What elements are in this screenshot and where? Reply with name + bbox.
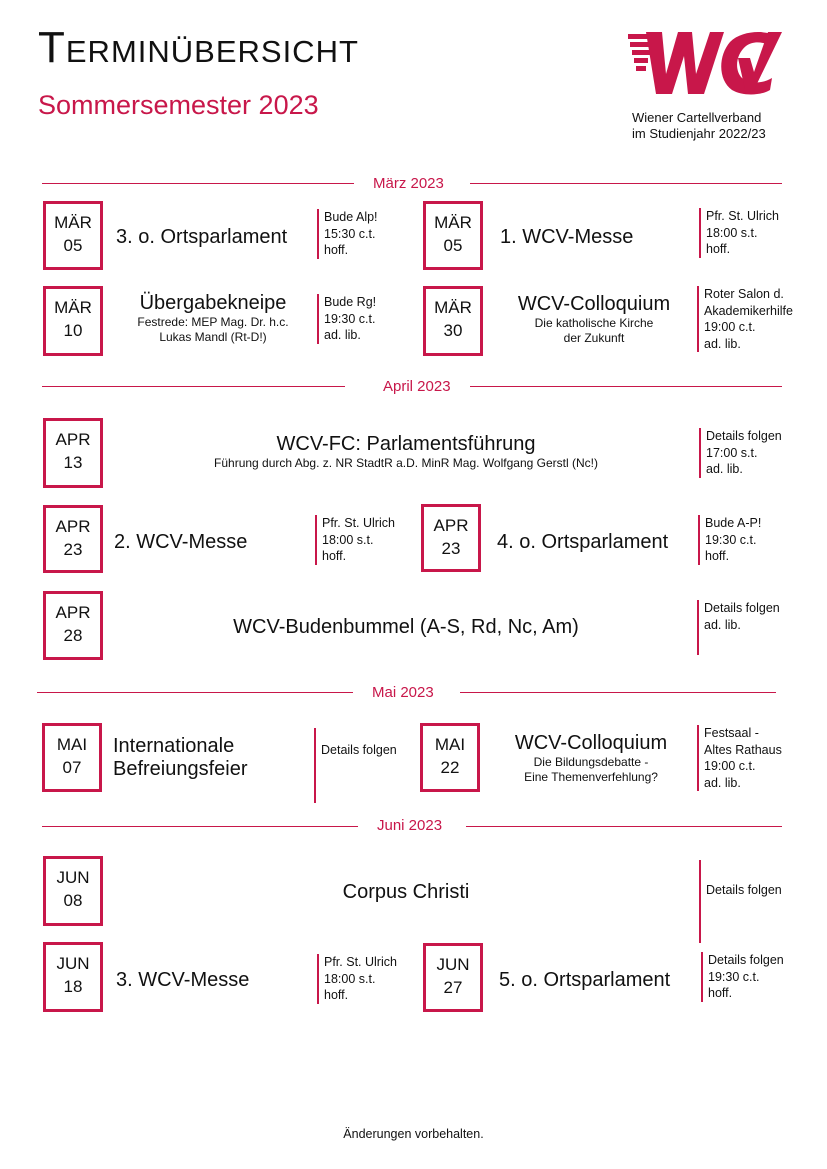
month-label-maerz: März 2023 — [373, 175, 444, 192]
event-title: Übergabekneipe — [139, 292, 287, 314]
event-title — [113, 735, 248, 781]
event-location: Akademikerhilfe — [704, 303, 793, 318]
month-divider — [42, 386, 345, 387]
date-month: MÄR — [54, 213, 92, 232]
event-dresscode: ad. lib. — [704, 336, 741, 351]
month-divider — [460, 692, 776, 693]
event-subtitle: Festrede: MEP Mag. Dr. h.c. — [137, 315, 289, 329]
event-dresscode: hoff. — [322, 549, 347, 563]
event-info — [697, 725, 782, 791]
event-location: Details folgen — [704, 601, 780, 615]
event-info — [314, 728, 397, 803]
date-box — [421, 504, 481, 572]
event-text — [492, 293, 696, 346]
event-subtitle: Die Bildungsdebatte - — [533, 755, 649, 769]
event-location: Festsaal - — [704, 726, 759, 740]
event-dresscode: hoff. — [324, 988, 349, 1002]
event-info — [317, 954, 397, 1004]
date-month: MAI — [434, 735, 466, 754]
event-location: Details folgen — [706, 429, 782, 443]
date-box — [423, 943, 483, 1012]
event-dresscode: ad. lib. — [324, 328, 361, 342]
event-info — [701, 952, 784, 1002]
event-subtitle: Lukas Mandl (Rt-D!) — [159, 330, 267, 344]
date-month: JUN — [56, 868, 90, 887]
event-location: Details folgen — [708, 953, 784, 967]
event-title: WCV-Budenbummel (A-S, Rd, Nc, Am) — [233, 616, 579, 638]
date-month: APR — [55, 430, 91, 449]
date-day: 08 — [63, 891, 83, 910]
month-label-april: April 2023 — [383, 378, 451, 395]
date-box — [42, 723, 102, 792]
event-text — [108, 292, 318, 345]
event-time: 18:00 s.t. — [324, 971, 376, 986]
date-day: 22 — [440, 758, 460, 777]
event-subtitle: Führung durch Abg. z. NR StadtR a.D. MinR Mag. Wolfgang Gerstl (Nc!) — [214, 456, 598, 470]
event-location: Details folgen — [706, 883, 782, 897]
event-info — [697, 600, 780, 655]
event-time: 19:00 c.t. — [704, 759, 756, 773]
date-day: 07 — [62, 758, 82, 777]
date-day: 05 — [443, 236, 463, 255]
event-info — [699, 860, 782, 943]
event-info — [697, 286, 793, 352]
date-box — [43, 418, 103, 488]
event-time: 18:00 s.t. — [322, 532, 374, 547]
date-month: MÄR — [434, 298, 472, 317]
page-title: Terminübersicht — [38, 23, 359, 72]
date-day: 28 — [63, 626, 83, 645]
event-time: 19:30 c.t. — [708, 969, 760, 984]
event-location: Pfr. St. Ulrich — [322, 516, 395, 530]
event-info — [698, 515, 761, 565]
event-location: Details folgen — [321, 743, 397, 757]
date-day: 13 — [63, 453, 83, 472]
event-title: WCV-FC: Parlamentsführung — [276, 433, 536, 455]
month-divider — [466, 826, 782, 827]
date-box — [43, 201, 103, 270]
event-dresscode: hoff. — [324, 243, 349, 257]
date-day: 10 — [63, 321, 83, 340]
event-text — [489, 732, 693, 785]
date-box — [43, 856, 103, 926]
event-info — [317, 294, 376, 344]
event-subtitle: der Zukunft — [563, 331, 625, 345]
month-label-mai: Mai 2023 — [372, 684, 434, 701]
date-day: 30 — [443, 321, 463, 340]
event-dresscode: ad. lib. — [706, 462, 743, 476]
event-time: 15:30 c.t. — [324, 226, 376, 241]
event-title: Corpus Christi — [342, 881, 470, 903]
month-divider — [42, 183, 354, 184]
event-title: 2. WCV-Messe — [114, 531, 248, 553]
date-month: APR — [55, 603, 91, 622]
event-location: Pfr. St. Ulrich — [706, 209, 779, 223]
event-location: Altes Rathaus — [704, 742, 782, 757]
date-month: MÄR — [434, 213, 472, 232]
org-line-1: Wiener Cartellverband — [632, 110, 762, 125]
event-info — [315, 515, 395, 565]
month-divider — [42, 826, 358, 827]
event-dresscode: hoff. — [706, 242, 731, 256]
month-divider — [470, 386, 782, 387]
date-month: APR — [433, 516, 469, 535]
footer-note: Änderungen vorbehalten. — [343, 1127, 484, 1141]
date-day: 05 — [63, 236, 83, 255]
event-title: 3. o. Ortsparlament — [116, 226, 288, 248]
event-title: WCV-Colloquium — [517, 293, 671, 315]
event-title-line: Befreiungsfeier — [113, 758, 248, 780]
semester-subtitle: Sommersemester 2023 — [38, 90, 319, 120]
date-month: JUN — [56, 954, 90, 973]
event-dresscode: ad. lib. — [704, 775, 741, 790]
event-subtitle: Eine Themenverfehlung? — [524, 770, 658, 784]
event-time: 17:00 s.t. — [706, 445, 758, 460]
event-info — [699, 428, 782, 478]
event-location: Pfr. St. Ulrich — [324, 955, 397, 969]
date-day: 23 — [441, 539, 461, 558]
date-box — [43, 505, 103, 573]
event-time: 19:30 c.t. — [324, 311, 376, 326]
org-line-2: im Studienjahr 2022/23 — [632, 126, 766, 141]
month-divider — [37, 692, 353, 693]
event-location: Roter Salon d. — [704, 287, 784, 301]
event-location: Bude Alp! — [324, 210, 378, 224]
event-time: 18:00 s.t. — [706, 225, 758, 240]
date-day: 18 — [63, 977, 83, 996]
date-month: JUN — [436, 955, 470, 974]
date-day: 27 — [443, 978, 463, 997]
event-dresscode: hoff. — [708, 986, 733, 1000]
wcv-logo — [626, 28, 782, 100]
event-title: WCV-Colloquium — [514, 732, 668, 754]
event-subtitle: Die katholische Kirche — [534, 316, 654, 330]
date-box — [43, 942, 103, 1012]
event-info — [699, 208, 779, 258]
event-title: 5. o. Ortsparlament — [499, 969, 671, 991]
event-text — [110, 433, 702, 471]
event-dresscode: ad. lib. — [704, 617, 741, 632]
event-title: 4. o. Ortsparlament — [497, 531, 669, 553]
date-box — [423, 201, 483, 270]
month-divider — [470, 183, 782, 184]
event-title-line: Internationale — [113, 735, 235, 757]
month-label-juni: Juni 2023 — [377, 817, 443, 834]
date-box — [43, 591, 103, 660]
event-time: 19:00 c.t. — [704, 320, 756, 334]
event-title: 1. WCV-Messe — [500, 226, 634, 248]
date-box — [420, 723, 480, 792]
event-location: Bude Rg! — [324, 295, 377, 309]
event-time: 19:30 c.t. — [705, 532, 757, 547]
date-box — [423, 286, 483, 356]
date-box — [43, 286, 103, 356]
event-title: 3. WCV-Messe — [116, 969, 250, 991]
date-day: 23 — [63, 540, 83, 559]
event-dresscode: hoff. — [705, 549, 730, 563]
event-info — [317, 209, 378, 259]
date-month: MÄR — [54, 298, 92, 317]
event-location: Bude A-P! — [705, 516, 762, 530]
date-month: APR — [55, 517, 91, 536]
org-caption — [632, 110, 766, 142]
date-month: MAI — [56, 735, 88, 754]
